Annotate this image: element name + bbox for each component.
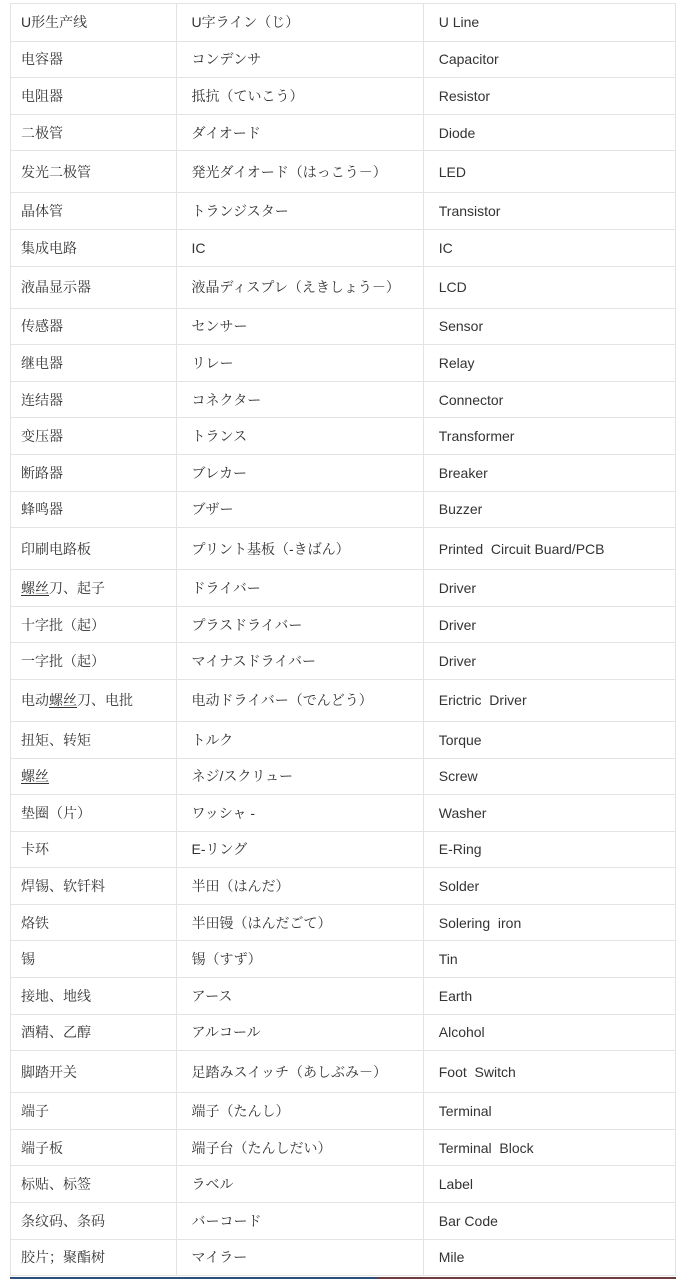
cell-chinese: 电动 螺丝 刀、电批 [21,692,133,709]
table-row [11,308,675,345]
cell-japanese: トランス [176,418,423,454]
cell-japanese: IC [176,230,423,266]
cell-english: Solder [423,868,675,904]
table-row [11,1129,675,1166]
cell-english: Solering iron [423,905,675,941]
cell-chinese: 十字批（起） [21,616,105,633]
cell-chinese: 锡 [21,951,35,968]
cell-english: LCD [423,267,675,308]
cell-japanese: トランジスター [176,193,423,229]
cell-chinese: 端子板 [21,1139,63,1156]
cell-english: Connector [423,382,675,418]
table-row [11,642,675,679]
cell-japanese: ワッシャ - [176,795,423,831]
cell-japanese: 半田镘（はんだごて） [176,905,423,941]
cell-chinese [11,759,176,795]
cell-chinese: 集成电路 [21,239,77,256]
cell-japanese: ダイオード [176,115,423,151]
cell-chinese: 胶片；聚酯树 [21,1249,105,1266]
cell-chinese: 液晶显示器 [21,279,91,296]
cell-chinese: 烙铁 [21,914,49,931]
cell-chinese: 酒精、乙醇 [21,1024,91,1041]
cell-japanese: コネクター [176,382,423,418]
cell-english: Driver [423,607,675,643]
table-row [11,867,675,904]
cell-english: Transformer [423,418,675,454]
table-row [11,266,675,308]
cell-chinese: 条纹码、条码 [21,1212,105,1229]
cell-english: Earth [423,978,675,1014]
cell-english: Printed Circuit Buard/PCB [423,528,675,569]
cell-chinese: 扭矩、转矩 [21,731,91,748]
table-row [11,527,675,569]
underlined-term: 螺丝 [49,692,77,709]
cell-chinese: 印刷电路板 [21,540,91,557]
cell-chinese: 标贴、标签 [21,1176,91,1193]
cell-english: Resistor [423,78,675,114]
cell-english: Washer [423,795,675,831]
cell-japanese: 电动ドライバー（でんどう） [176,680,423,721]
cell-japanese: コンデンサ [176,42,423,78]
cell-japanese: E-リング [176,832,423,868]
table-row [11,977,675,1014]
cell-english: Terminal Block [423,1130,675,1166]
cell-japanese: マイナスドライバー [176,643,423,679]
cell-japanese: アース [176,978,423,1014]
cell-english: Tin [423,941,675,977]
cell-english: Driver [423,643,675,679]
cell-chinese: 连结器 [21,391,63,408]
cell-chinese: 接地、地线 [21,987,91,1004]
cell-chinese: 二极管 [21,124,63,141]
cell-japanese: 足踏みスイッチ（あしぶみ－） [176,1051,423,1092]
cell-english: U Line [423,4,675,41]
cell-english: Sensor [423,309,675,345]
table-row [11,229,675,266]
cell-chinese: 端子 [21,1103,49,1120]
cell-chinese: 变压器 [21,428,63,445]
table-row [11,1092,675,1129]
cell-english: Diode [423,115,675,151]
cell-chinese: 继电器 [21,354,63,371]
cell-english: Torque [423,722,675,758]
cell-japanese: バーコード [176,1203,423,1239]
table-row [11,721,675,758]
cell-english: Erictric Driver [423,680,675,721]
cell-japanese: 端子（たんし） [176,1093,423,1129]
table-row [11,1014,675,1051]
cell-english: Mile [423,1240,675,1276]
cell-japanese: 锡（すず） [176,941,423,977]
table-row [11,606,675,643]
cell-english: Breaker [423,455,675,491]
cell-chinese: U形生产线 [21,14,88,31]
table-row [11,1239,675,1276]
cell-japanese: アルコール [176,1015,423,1051]
table-row [11,77,675,114]
cell-chinese: 电容器 [21,51,63,68]
table-row [11,4,675,41]
table-row [11,758,675,795]
cell-english: IC [423,230,675,266]
table-row [11,794,675,831]
table-row [11,1202,675,1239]
cell-chinese: 晶体管 [21,203,63,220]
cell-english: LED [423,151,675,192]
cell-japanese: トルク [176,722,423,758]
cell-english: Alcohol [423,1015,675,1051]
table-row [11,114,675,151]
table-row [11,831,675,868]
vocabulary-table [10,3,676,1276]
cell-chinese: 蜂鸣器 [21,501,63,518]
cell-chinese: 发光二极管 [21,163,91,180]
table-row [11,679,675,721]
cell-japanese: ドライバー [176,570,423,606]
cell-japanese: ブレカー [176,455,423,491]
cell-japanese: ラベル [176,1166,423,1202]
table-row [11,1165,675,1202]
table-row [11,569,675,606]
cell-english: Transistor [423,193,675,229]
cell-chinese: 电阻器 [21,87,63,104]
cell-japanese: センサー [176,309,423,345]
cell-chinese: 传感器 [21,318,63,335]
table-row [11,940,675,977]
cell-chinese: 垫圈（片） [21,804,91,821]
cell-chinese: 一字批（起） [21,653,105,670]
cell-english: Capacitor [423,42,675,78]
table-row [11,417,675,454]
cell-chinese: 脚踏开关 [21,1063,77,1080]
cell-english: Label [423,1166,675,1202]
table-row [11,41,675,78]
cell-japanese: 液晶ディスプレ（えきしょう－） [176,267,423,308]
cell-japanese: プラスドライバー [176,607,423,643]
table-row [11,904,675,941]
underlined-term: 螺丝 [21,579,49,596]
cell-japanese: リレー [176,345,423,381]
table-row [11,491,675,528]
cell-english: Screw [423,759,675,795]
underlined-term: 螺丝 [21,768,49,785]
cell-english: Driver [423,570,675,606]
cell-chinese: 螺丝 刀、起子 [21,579,105,596]
cell-english: E-Ring [423,832,675,868]
table-row [11,192,675,229]
cell-japanese: 発光ダイオード（はっこう－） [176,151,423,192]
cell-japanese: マイラー [176,1240,423,1276]
cell-chinese: 断路器 [21,464,63,481]
cell-chinese: 焊锡、软钎料 [21,878,105,895]
cell-english: Relay [423,345,675,381]
cell-english: Terminal [423,1093,675,1129]
cell-japanese: 半田（はんだ） [176,868,423,904]
cell-chinese: 卡环 [21,841,49,858]
cell-japanese: プリント基板（‐きばん） [176,528,423,569]
table-row [11,1050,675,1092]
cell-japanese: 端子台（たんしだい） [176,1130,423,1166]
cell-english: Foot Switch [423,1051,675,1092]
cell-japanese: ネジ/スクリュー [176,759,423,795]
cell-english: Buzzer [423,492,675,528]
table-row [11,344,675,381]
table-row [11,454,675,491]
table-row [11,150,675,192]
cell-japanese: 抵抗（ていこう） [176,78,423,114]
cell-japanese: ブザー [176,492,423,528]
cell-japanese: U字ライン（じ） [176,4,423,41]
cell-english: Bar Code [423,1203,675,1239]
table-row [11,381,675,418]
